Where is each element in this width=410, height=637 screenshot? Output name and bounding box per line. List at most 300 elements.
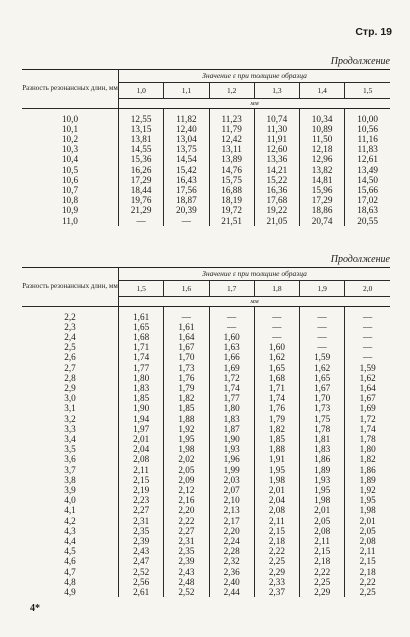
table-row	[22, 154, 390, 164]
value-cell: 2,35	[119, 526, 164, 536]
value-cell: 1,72	[209, 373, 254, 383]
column-header: 1,2	[209, 82, 254, 98]
value-cell: 13,81	[119, 134, 164, 144]
row-label-cell: 3,3	[64, 423, 76, 434]
value-cell: 1,62	[254, 352, 299, 362]
continued-label-1: Продолжение	[330, 56, 390, 67]
value-cell: 13,04	[164, 134, 209, 144]
table-row	[22, 312, 390, 322]
row-label-cell: 4,4	[64, 535, 76, 546]
value-cell: 2,35	[164, 546, 209, 556]
value-cell: 1,65	[254, 363, 299, 373]
table-row	[22, 444, 390, 454]
value-cell: 2,07	[209, 485, 254, 495]
value-cell: 21,05	[254, 216, 299, 226]
table-body	[22, 108, 390, 226]
value-cell: 1,95	[164, 434, 209, 444]
row-label-cell: 2,3	[64, 321, 76, 332]
value-cell: 1,86	[345, 465, 390, 475]
value-cell: 2,11	[254, 516, 299, 526]
table-row	[22, 536, 390, 546]
value-cell: 2,52	[119, 567, 164, 577]
value-cell: 1,66	[209, 352, 254, 362]
value-cell: 1,86	[300, 454, 345, 464]
value-cell: 1,62	[345, 373, 390, 383]
value-cell: 1,78	[300, 424, 345, 434]
value-cell: 2,48	[164, 577, 209, 587]
table-row	[22, 165, 390, 175]
value-cell: 2,04	[254, 495, 299, 505]
row-label-cell: 2,6	[64, 352, 76, 363]
value-cell: 15,66	[345, 185, 390, 195]
row-label-cell: 10,5	[61, 164, 79, 175]
value-cell: 2,12	[164, 485, 209, 495]
value-cell: 2,02	[164, 454, 209, 464]
value-cell: 1,61	[164, 322, 209, 332]
value-cell: 1,85	[254, 434, 299, 444]
table-row	[22, 567, 390, 577]
value-cell: 2,11	[300, 536, 345, 546]
table-row	[22, 475, 390, 485]
value-cell: 1,77	[119, 363, 164, 373]
value-cell: —	[164, 312, 209, 322]
value-cell: 1,72	[345, 414, 390, 424]
row-label-cell: 10,4	[61, 154, 79, 165]
table-row	[22, 216, 390, 226]
value-cell: 2,40	[209, 577, 254, 587]
value-cell: 15,42	[164, 165, 209, 175]
value-cell: 20,39	[164, 205, 209, 215]
value-cell: 2,39	[164, 556, 209, 566]
column-header: 1,0	[119, 82, 164, 98]
value-cell: —	[300, 312, 345, 322]
value-cell: 14,54	[164, 154, 209, 164]
table-row	[22, 195, 390, 205]
value-cell: 2,25	[345, 587, 390, 597]
value-cell: 2,33	[254, 577, 299, 587]
table-row	[22, 434, 390, 444]
value-cell: —	[345, 312, 390, 322]
value-cell: 2,08	[345, 536, 390, 546]
table-row	[22, 393, 390, 403]
value-cell: 12,42	[209, 134, 254, 144]
value-cell: 1,65	[119, 322, 164, 332]
value-cell: 19,76	[119, 195, 164, 205]
value-cell: 1,98	[254, 475, 299, 485]
value-cell: 1,85	[119, 393, 164, 403]
value-cell: 2,32	[209, 556, 254, 566]
value-cell: 17,56	[164, 185, 209, 195]
row-label-cell: 4,5	[64, 546, 76, 557]
value-cell: 10,56	[345, 124, 390, 134]
value-cell: 2,11	[345, 546, 390, 556]
value-cell: —	[300, 332, 345, 342]
resonance-table-2	[22, 267, 390, 597]
value-cell: 12,60	[254, 144, 299, 154]
value-cell: 2,24	[209, 536, 254, 546]
value-cell: 2,15	[345, 556, 390, 566]
value-cell: 16,43	[164, 175, 209, 185]
table-row	[22, 114, 390, 124]
value-cell: 1,89	[300, 465, 345, 475]
resonance-table-1	[22, 69, 390, 226]
table-row	[22, 546, 390, 556]
value-cell: 1,74	[345, 424, 390, 434]
value-cell: 1,83	[300, 444, 345, 454]
value-cell: —	[345, 342, 390, 352]
row-label-cell: 2,4	[64, 331, 76, 342]
value-cell: 11,82	[164, 114, 209, 124]
value-cell: 11,23	[209, 114, 254, 124]
value-cell: 2,52	[164, 587, 209, 597]
value-cell: 1,70	[300, 393, 345, 403]
value-cell: 2,15	[119, 475, 164, 485]
value-cell: —	[300, 322, 345, 332]
value-cell: 1,73	[300, 403, 345, 413]
value-cell: 1,92	[345, 485, 390, 495]
value-cell: 2,16	[164, 495, 209, 505]
table-row	[22, 465, 390, 475]
value-cell: 1,65	[300, 373, 345, 383]
row-label-cell: 10,7	[61, 184, 79, 195]
value-cell: 1,81	[300, 434, 345, 444]
row-label-cell: 10,1	[61, 123, 79, 134]
value-cell: 13,36	[254, 154, 299, 164]
value-cell: 19,22	[254, 205, 299, 215]
value-cell: 15,75	[209, 175, 254, 185]
table-row	[22, 587, 390, 597]
value-cell: —	[164, 216, 209, 226]
unit-header: мм	[119, 296, 391, 306]
value-cell: 2,11	[119, 465, 164, 475]
value-cell: 2,15	[254, 526, 299, 536]
value-cell: 2,22	[164, 516, 209, 526]
value-cell: 14,81	[300, 175, 345, 185]
value-cell: 1,60	[209, 332, 254, 342]
table-row	[22, 424, 390, 434]
value-cell: 11,16	[345, 134, 390, 144]
value-cell: —	[300, 342, 345, 352]
value-cell: 1,82	[164, 393, 209, 403]
value-cell: —	[254, 312, 299, 322]
value-cell: 1,90	[209, 434, 254, 444]
value-cell: 13,15	[119, 124, 164, 134]
value-cell: 13,11	[209, 144, 254, 154]
value-cell: 1,92	[164, 424, 209, 434]
value-cell: 18,86	[300, 205, 345, 215]
continued-label-2: Продолжение	[330, 254, 390, 265]
value-cell: 21,29	[119, 205, 164, 215]
value-cell: 1,76	[164, 373, 209, 383]
footer-sign: 4*	[30, 603, 40, 614]
row-label-cell: 2,7	[64, 362, 76, 373]
value-cell: 2,17	[209, 516, 254, 526]
table-row	[22, 505, 390, 515]
value-cell: 11,50	[300, 134, 345, 144]
value-cell: 1,63	[209, 342, 254, 352]
value-cell: 2,01	[254, 485, 299, 495]
value-cell: 2,01	[300, 505, 345, 515]
value-cell: 1,79	[254, 414, 299, 424]
value-cell: 1,70	[164, 352, 209, 362]
value-cell: 2,08	[254, 505, 299, 515]
value-cell: 2,05	[345, 526, 390, 536]
value-cell: 1,83	[209, 414, 254, 424]
value-cell: 1,80	[209, 403, 254, 413]
table-row	[22, 332, 390, 342]
value-cell: 1,98	[345, 505, 390, 515]
column-header: 1,4	[300, 82, 345, 98]
table-row	[22, 144, 390, 154]
value-cell: 2,28	[209, 546, 254, 556]
row-label-cell: 10,9	[61, 205, 79, 216]
value-cell: 2,22	[254, 546, 299, 556]
value-cell: 11,30	[254, 124, 299, 134]
row-label-cell: 10,8	[61, 195, 79, 206]
value-cell: 1,69	[209, 363, 254, 373]
row-label-cell: 2,9	[64, 382, 76, 393]
value-cell: 2,08	[119, 454, 164, 464]
value-cell: 16,88	[209, 185, 254, 195]
value-cell: 18,87	[164, 195, 209, 205]
column-header: 1,6	[164, 280, 209, 296]
value-cell: 2,31	[119, 516, 164, 526]
value-cell: —	[254, 332, 299, 342]
value-cell: 2,31	[164, 536, 209, 546]
table-row	[22, 185, 390, 195]
value-cell: 12,96	[300, 154, 345, 164]
value-cell: 10,74	[254, 114, 299, 124]
row-label-cell: 11,0	[62, 215, 78, 226]
value-cell: 20,74	[300, 216, 345, 226]
row-label-cell: 2,2	[64, 311, 76, 322]
column-header: 1,3	[254, 82, 299, 98]
value-cell: 2,47	[119, 556, 164, 566]
value-cell: 1,99	[209, 465, 254, 475]
value-cell: 12,18	[300, 144, 345, 154]
value-cell: 2,23	[119, 495, 164, 505]
value-cell: 20,55	[345, 216, 390, 226]
row-label-cell: 4,8	[64, 576, 76, 587]
value-cell: 2,43	[119, 546, 164, 556]
row-label-cell: 4,6	[64, 556, 76, 567]
value-cell: 1,80	[345, 444, 390, 454]
group-header: Значение ε при толщине образца	[119, 70, 391, 83]
value-cell: 2,25	[254, 556, 299, 566]
value-cell: 1,61	[119, 312, 164, 322]
value-cell: 1,98	[164, 444, 209, 454]
value-cell: 2,20	[209, 526, 254, 536]
value-cell: 16,36	[254, 185, 299, 195]
value-cell: 11,79	[209, 124, 254, 134]
value-cell: 2,20	[164, 505, 209, 515]
value-cell: 2,29	[300, 587, 345, 597]
value-cell: 1,88	[164, 414, 209, 424]
table-row	[22, 485, 390, 495]
value-cell: 1,83	[119, 383, 164, 393]
value-cell: 2,27	[164, 526, 209, 536]
value-cell: 2,43	[164, 567, 209, 577]
table-row	[22, 495, 390, 505]
value-cell: 2,03	[209, 475, 254, 485]
column-header: 1,1	[164, 82, 209, 98]
row-header: Разность резонансных длин, мм	[22, 268, 119, 307]
value-cell: 2,39	[119, 536, 164, 546]
table-row	[22, 526, 390, 536]
value-cell: 15,96	[300, 185, 345, 195]
table-row	[22, 175, 390, 185]
value-cell: —	[119, 216, 164, 226]
value-cell: 2,01	[119, 434, 164, 444]
value-cell: 1,75	[300, 414, 345, 424]
value-cell: 17,29	[119, 175, 164, 185]
value-cell: 1,68	[119, 332, 164, 342]
row-header: Разность резонансных длин, мм	[22, 70, 119, 109]
value-cell: 16,26	[119, 165, 164, 175]
table-row	[22, 383, 390, 393]
value-cell: 14,50	[345, 175, 390, 185]
value-cell: 1,67	[345, 393, 390, 403]
table-row	[22, 556, 390, 566]
value-cell: 1,93	[300, 475, 345, 485]
value-cell: 10,89	[300, 124, 345, 134]
value-cell: 1,59	[300, 352, 345, 362]
value-cell: 2,25	[300, 577, 345, 587]
column-header: 1,7	[209, 280, 254, 296]
value-cell: 21,51	[209, 216, 254, 226]
value-cell: 1,76	[254, 403, 299, 413]
row-label-cell: 4,3	[64, 525, 76, 536]
value-cell: 1,97	[119, 424, 164, 434]
value-cell: 2,56	[119, 577, 164, 587]
table-row	[22, 454, 390, 464]
table-row	[22, 516, 390, 526]
value-cell: 2,05	[300, 516, 345, 526]
row-label-cell: 3,9	[64, 484, 76, 495]
value-cell: 1,74	[119, 352, 164, 362]
value-cell: 2,37	[254, 587, 299, 597]
value-cell: 14,21	[254, 165, 299, 175]
table-row	[22, 342, 390, 352]
value-cell: 10,00	[345, 114, 390, 124]
value-cell: 2,27	[119, 505, 164, 515]
value-cell: 1,62	[300, 363, 345, 373]
value-cell: 1,67	[300, 383, 345, 393]
value-cell: 13,82	[300, 165, 345, 175]
value-cell: 10,34	[300, 114, 345, 124]
value-cell: 1,74	[209, 383, 254, 393]
value-cell: 13,75	[164, 144, 209, 154]
value-cell: 1,60	[254, 342, 299, 352]
row-label-cell: 4,9	[64, 586, 76, 597]
value-cell: 13,49	[345, 165, 390, 175]
table-row	[22, 352, 390, 362]
row-label-cell: 2,5	[64, 342, 76, 353]
row-label-cell: 3,0	[64, 393, 76, 404]
value-cell: 1,90	[119, 403, 164, 413]
table-row	[22, 363, 390, 373]
value-cell: 1,82	[345, 454, 390, 464]
value-cell: 1,93	[209, 444, 254, 454]
value-cell: 1,78	[345, 434, 390, 444]
value-cell: 2,18	[345, 567, 390, 577]
value-cell: 14,55	[119, 144, 164, 154]
table-row	[22, 373, 390, 383]
value-cell: 1,79	[164, 383, 209, 393]
value-cell: 1,95	[300, 485, 345, 495]
value-cell: 1,91	[254, 454, 299, 464]
value-cell: 1,85	[164, 403, 209, 413]
value-cell: —	[254, 322, 299, 332]
value-cell: 14,76	[209, 165, 254, 175]
value-cell: 13,89	[209, 154, 254, 164]
value-cell: 2,15	[300, 546, 345, 556]
value-cell: 2,08	[300, 526, 345, 536]
value-cell: 1,64	[345, 383, 390, 393]
value-cell: 17,29	[300, 195, 345, 205]
table-row	[22, 403, 390, 413]
value-cell: 1,74	[254, 393, 299, 403]
value-cell: 17,02	[345, 195, 390, 205]
value-cell: 1,73	[164, 363, 209, 373]
value-cell: —	[209, 312, 254, 322]
value-cell: 1,89	[345, 475, 390, 485]
value-cell: 2,22	[300, 567, 345, 577]
row-label-cell: 4,1	[64, 505, 76, 516]
row-label-cell: 10,2	[61, 133, 79, 144]
unit-header: мм	[119, 98, 391, 108]
page-number: Стр. 19	[355, 26, 392, 38]
table-row	[22, 414, 390, 424]
row-label-cell: 10,0	[61, 113, 79, 124]
value-cell: —	[345, 332, 390, 342]
value-cell: 1,64	[164, 332, 209, 342]
value-cell: 1,95	[345, 495, 390, 505]
value-cell: 1,71	[119, 342, 164, 352]
value-cell: —	[345, 352, 390, 362]
value-cell: 2,44	[209, 587, 254, 597]
value-cell: 2,10	[209, 495, 254, 505]
row-label-cell: 10,3	[61, 144, 79, 155]
value-cell: 11,83	[345, 144, 390, 154]
group-header: Значение ε при толщине образца	[119, 268, 391, 281]
value-cell: 1,71	[254, 383, 299, 393]
value-cell: 1,88	[254, 444, 299, 454]
row-label-cell: 4,0	[64, 495, 76, 506]
column-header: 1,8	[254, 280, 299, 296]
value-cell: 18,44	[119, 185, 164, 195]
value-cell: 1,59	[345, 363, 390, 373]
value-cell: 18,19	[209, 195, 254, 205]
value-cell: 2,09	[164, 475, 209, 485]
value-cell: 11,91	[254, 134, 299, 144]
value-cell: 1,77	[209, 393, 254, 403]
table-row	[22, 124, 390, 134]
table-row	[22, 322, 390, 332]
row-label-cell: 3,2	[64, 413, 76, 424]
table-row	[22, 134, 390, 144]
value-cell: 19,72	[209, 205, 254, 215]
table-row	[22, 577, 390, 587]
row-label-cell: 3,5	[64, 444, 76, 455]
value-cell: 12,55	[119, 114, 164, 124]
value-cell: —	[209, 322, 254, 332]
value-cell: 2,18	[254, 536, 299, 546]
table-row	[22, 205, 390, 215]
value-cell: 1,98	[300, 495, 345, 505]
value-cell: 2,19	[119, 485, 164, 495]
row-label-cell: 3,6	[64, 454, 76, 465]
